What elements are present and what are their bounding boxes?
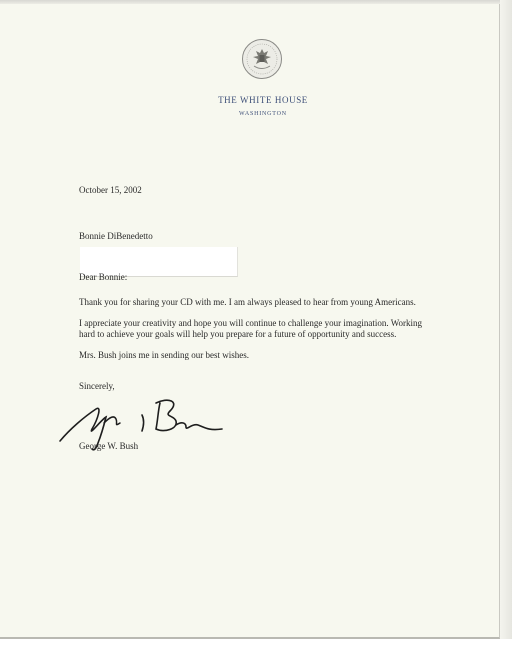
presidential-seal-icon <box>241 38 283 80</box>
recipient-name: Bonnie DiBenedetto <box>79 231 153 241</box>
paragraph-2-line-2: hard to achieve your goals will help you prepare for a future of opportunity and success. <box>79 329 397 339</box>
scan-edge-right <box>500 0 512 662</box>
paragraph-2-line-1: I appreciate your creativity and hope you will continue to challenge your imagination. Working <box>79 318 423 328</box>
letter-page <box>0 4 500 639</box>
paragraph-1: Thank you for sharing your CD with me. I am always pleased to hear from young Americans. <box>79 297 416 307</box>
letterhead-location: WASHINGTON <box>239 111 287 117</box>
scan-background <box>0 639 512 662</box>
letter-date: October 15, 2002 <box>79 185 142 195</box>
letterhead-title: THE WHITE HOUSE <box>218 95 308 105</box>
salutation: Dear Bonnie: <box>79 272 128 282</box>
paragraph-3: Mrs. Bush joins me in sending our best wishes. <box>79 350 249 360</box>
signer-name: George W. Bush <box>79 441 139 451</box>
closing: Sincerely, <box>79 381 115 391</box>
